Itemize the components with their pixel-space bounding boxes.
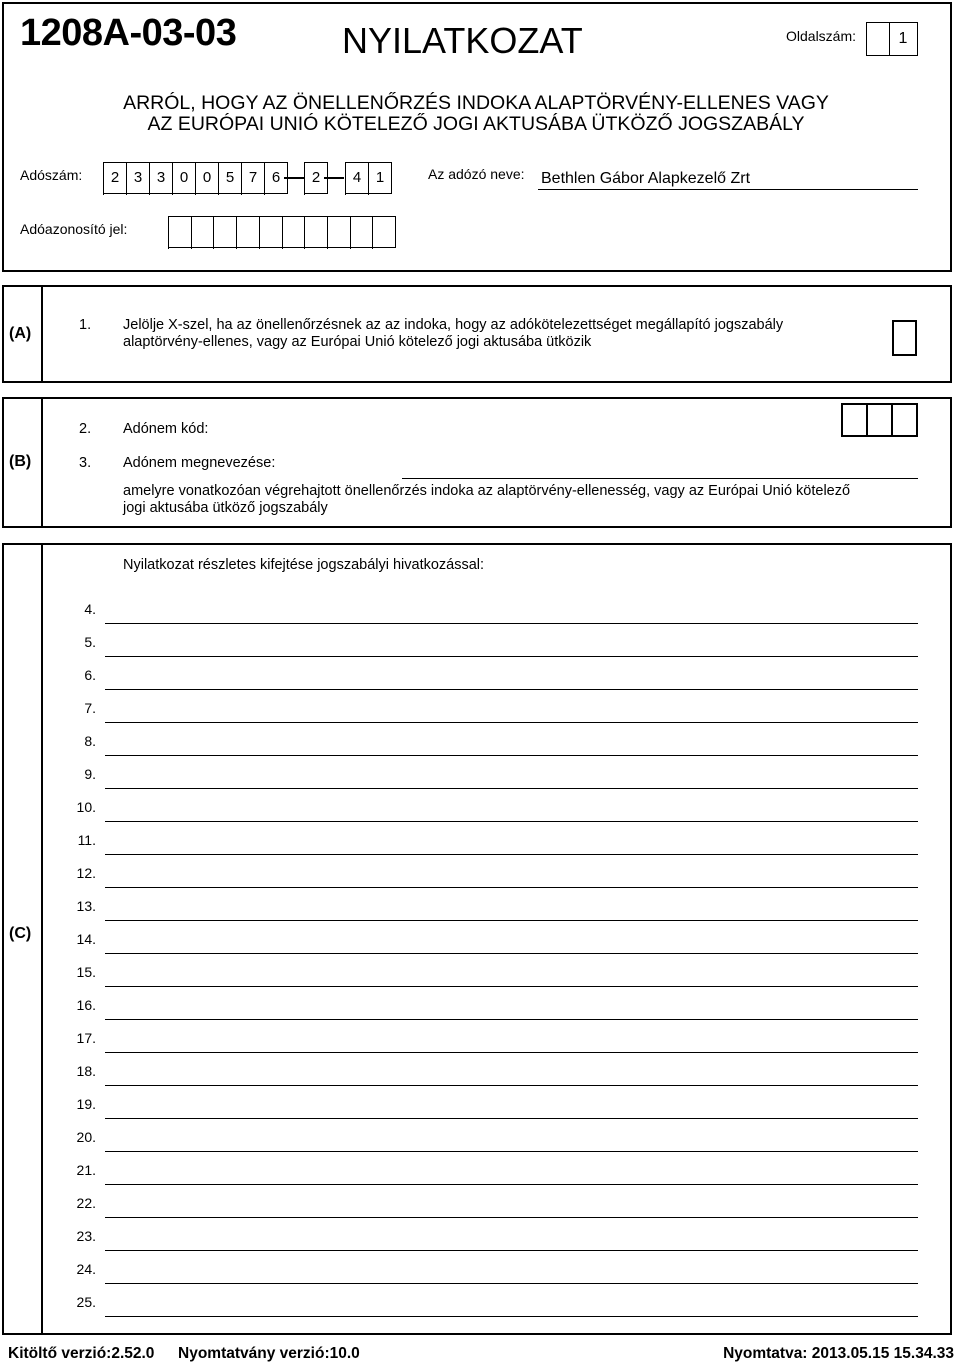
section-b-label: (B) <box>9 453 32 470</box>
tax-id-cell <box>213 217 236 249</box>
section-b-description-line-2: jogi aktusába ütköző jogszabály <box>123 500 328 516</box>
tax-type-code-cell <box>891 405 914 437</box>
section-a-item-number: 1. <box>79 317 92 333</box>
subtitle-line-1: ARRÓL, HOGY AZ ÖNELLENŐRZÉS INDOKA ALAPTÖRVÉNY-ELLENES VAGY <box>123 92 829 114</box>
tax-digit: 2 <box>304 163 327 195</box>
tax-id-cell <box>350 217 373 249</box>
tax-id-cell <box>236 217 259 249</box>
section-a-text-line-2: alaptörvény-ellenes, vagy az Európai Unió kötelező jogi aktusába ütközik <box>123 334 592 350</box>
section-a-text-line-1: Jelölje X-szel, ha az önellenőrzésnek az az indoka, hogy az adókötelezettséget megállapító jogszabály <box>123 317 784 333</box>
section-a-checkbox[interactable] <box>892 320 917 356</box>
statement-line[interactable] <box>105 821 918 822</box>
line-number: 13. <box>76 898 96 914</box>
line-number: 23. <box>76 1228 96 1244</box>
section-a-text <box>123 317 783 351</box>
line-number: 18. <box>76 1063 96 1079</box>
tax-id-cell <box>282 217 305 249</box>
tax-type-code-label: Adónem kód: <box>123 421 209 437</box>
statement-line[interactable] <box>105 1019 918 1020</box>
footer-form-version: Nyomtatvány verzió:10.0 <box>178 1345 360 1362</box>
tax-digit: 6 <box>264 163 287 195</box>
page-number-value: 1 <box>898 30 908 47</box>
line-number: 6. <box>84 667 96 683</box>
statement-line[interactable] <box>105 953 918 954</box>
taxpayer-name-field[interactable] <box>538 168 918 190</box>
footer-printed: Nyomtatva: 2013.05.15 15.34.33 <box>723 1345 954 1362</box>
tax-type-name-label: Adónem megnevezése: <box>123 455 276 471</box>
line-number: 9. <box>84 766 96 782</box>
statement-line[interactable] <box>105 1085 918 1086</box>
line-number: 15. <box>76 964 96 980</box>
line-number: 14. <box>76 931 96 947</box>
line-number: 10. <box>76 799 96 815</box>
line-number: 21. <box>76 1162 96 1178</box>
section-b-item3-number: 3. <box>79 455 92 471</box>
tax-id-label: Adóazonosító jel: <box>20 221 128 237</box>
tax-type-name-field[interactable] <box>402 478 918 479</box>
statement-line[interactable] <box>105 722 918 723</box>
tax-digit: 3 <box>149 163 172 195</box>
subtitle-line-2: AZ EURÓPAI UNIÓ KÖTELEZŐ JOGI AKTUSÁBA ÜTKÖZŐ JOGSZABÁLY <box>147 113 805 135</box>
line-number: 16. <box>76 997 96 1013</box>
statement-line[interactable] <box>105 1217 918 1218</box>
tax-digit: 3 <box>126 163 149 195</box>
tax-id-cell <box>304 217 327 249</box>
statement-line[interactable] <box>105 986 918 987</box>
tax-digit: 0 <box>195 163 218 195</box>
statement-line[interactable] <box>105 623 918 624</box>
tax-digit: 2 <box>103 163 126 195</box>
tax-number-dash-2 <box>324 177 344 179</box>
statement-line[interactable] <box>105 920 918 921</box>
page-number-label: Oldalszám: <box>786 28 857 44</box>
section-c-label: (C) <box>9 925 32 942</box>
statement-line[interactable] <box>105 788 918 789</box>
tax-number-part3[interactable] <box>345 162 392 194</box>
line-number: 19. <box>76 1096 96 1112</box>
tax-number-dash-1 <box>284 177 304 179</box>
tax-id-field[interactable] <box>168 216 396 248</box>
taxpayer-name-label: Az adózó neve: <box>428 166 525 182</box>
statement-line[interactable] <box>105 1316 918 1317</box>
statement-line[interactable] <box>105 854 918 855</box>
taxpayer-name-value: Bethlen Gábor Alapkezelő Zrt <box>541 170 751 187</box>
tax-id-cell <box>191 217 214 249</box>
tax-type-code-cell <box>866 405 889 437</box>
statement-line[interactable] <box>105 1250 918 1251</box>
line-number: 20. <box>76 1129 96 1145</box>
section-b-description <box>123 483 850 517</box>
section-a-label: (A) <box>9 325 32 342</box>
statement-line[interactable] <box>105 689 918 690</box>
form-title: NYILATKOZAT <box>342 20 583 61</box>
tax-number-label: Adószám: <box>20 167 83 183</box>
statement-line[interactable] <box>105 887 918 888</box>
line-number: 17. <box>76 1030 96 1046</box>
section-b-item2-number: 2. <box>79 421 92 437</box>
line-number: 22. <box>76 1195 96 1211</box>
line-number: 5. <box>84 634 96 650</box>
tax-digit: 4 <box>345 163 368 195</box>
tax-digit: 7 <box>241 163 264 195</box>
tax-id-cell <box>168 217 191 249</box>
tax-digit: 1 <box>368 163 391 195</box>
statement-line[interactable] <box>105 1283 918 1284</box>
statement-line[interactable] <box>105 1151 918 1152</box>
line-number: 11. <box>77 832 96 848</box>
tax-id-cell <box>259 217 282 249</box>
section-c-heading: Nyilatkozat részletes kifejtése jogszabályi hivatkozással: <box>123 557 485 573</box>
line-number: 24. <box>76 1261 96 1277</box>
subtitle <box>0 93 952 135</box>
page-number-field[interactable] <box>866 22 918 56</box>
tax-type-code-field[interactable] <box>841 403 918 437</box>
statement-line[interactable] <box>105 755 918 756</box>
tax-digit: 5 <box>218 163 241 195</box>
tax-id-cell <box>372 217 395 249</box>
section-b-description-line-1: amelyre vonatkozóan végrehajtott önellenőrzés indoka az alaptörvény-ellenesség, vagy az Európai Unió kötelező <box>123 483 851 499</box>
line-number: 7. <box>84 700 96 716</box>
tax-number-part1[interactable] <box>103 162 288 194</box>
statement-line[interactable] <box>105 1118 918 1119</box>
form-code: 1208A-03-03 <box>20 12 237 54</box>
tax-type-code-cell <box>841 405 864 437</box>
footer-filler-version: Kitöltő verzió:2.52.0 <box>8 1345 155 1362</box>
statement-line[interactable] <box>105 656 918 657</box>
line-number: 12. <box>76 865 96 881</box>
statement-line[interactable] <box>105 1052 918 1053</box>
tax-digit: 0 <box>172 163 195 195</box>
statement-line[interactable] <box>105 1184 918 1185</box>
line-number: 25. <box>76 1294 96 1310</box>
line-number: 4. <box>84 601 96 617</box>
tax-id-cell <box>327 217 350 249</box>
line-number: 8. <box>84 733 96 749</box>
